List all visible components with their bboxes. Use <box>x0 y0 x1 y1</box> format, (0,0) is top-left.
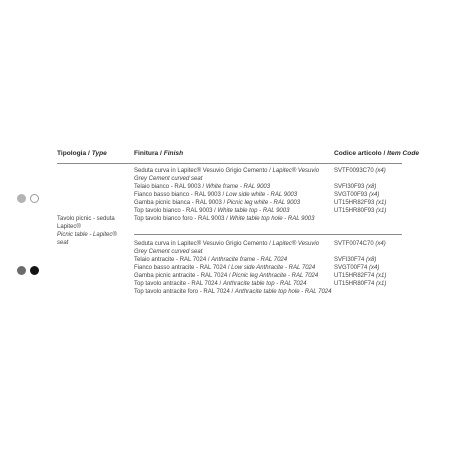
finish-group-2 <box>134 240 330 296</box>
code-group-1 <box>334 167 414 223</box>
code-row: UT15HR80F93 (x1) <box>334 208 387 214</box>
header-type: Tipologia / Type <box>57 150 107 157</box>
code-row: SVFI30F74 (x8) <box>334 257 377 263</box>
code-row <box>334 215 414 223</box>
finish-row: Gamba picnic bianca - RAL 9003 / Picnic leg white - RAL 9003 <box>134 200 301 206</box>
code-row: SVTF0074C70 (x4) <box>334 241 386 247</box>
code-row: SVFI30F93 (x8) <box>334 184 377 190</box>
finish-row: Fianco basso antracite - RAL 7024 / Low side Anthracite - RAL 7024 <box>134 265 316 271</box>
code-row: UT15HR80F74 (x1) <box>334 281 387 287</box>
finish-row: Top tavolo antracite foro - RAL 7024 / Anthracite table top hole - RAL 7024 <box>134 289 332 295</box>
swatch-white-dot <box>30 194 39 203</box>
code-group-2 <box>334 240 414 296</box>
code-row: SVTF0093C70 (x4) <box>334 168 386 174</box>
finish-row: Grey Cement curved seat <box>134 249 203 255</box>
code-row: UT15HR82F74 (x1) <box>334 273 387 279</box>
finish-row: Top tavolo antracite - RAL 7024 / Anthracite table top - RAL 7024 <box>134 281 307 287</box>
header-code-en: Item Code <box>387 150 420 157</box>
header-type-it: Tipologia <box>57 150 87 157</box>
header-finish-en: Finish <box>163 150 184 157</box>
code-row: UT15HR82F93 (x1) <box>334 200 387 206</box>
finish-row: Seduta curva in Lapitec® Vesuvio Grigio Cemento / Lapitec® Vesuvio <box>134 241 320 247</box>
code-row: SVGT00F93 (x4) <box>334 192 380 198</box>
finish-row: Top tavolo bianco - RAL 9003 / White table top - RAL 9003 <box>134 208 290 214</box>
header-finish: Finitura / Finish <box>134 150 184 157</box>
swatch-grey-dot <box>17 194 26 203</box>
code-row <box>334 288 414 296</box>
header-divider <box>57 163 402 164</box>
type-cell <box>57 215 132 247</box>
header-type-en: Type <box>91 150 107 157</box>
type-line: Lapitec® <box>57 224 81 230</box>
code-row: SVGT00F74 (x4) <box>334 265 380 271</box>
finish-row: Seduta curva in Lapitec® Vesuvio Grigio Cemento / Lapitec® Vesuvio <box>134 168 320 174</box>
finish-row: Grey Cement curved seat <box>134 176 203 182</box>
header-finish-it: Finitura <box>134 150 159 157</box>
header-code-it: Codice articolo <box>334 150 382 157</box>
finish-row: Gamba picnic antracite - RAL 7024 / Picnic leg Anthracite - RAL 7024 <box>134 273 319 279</box>
type-line: Tavolo picnic - seduta <box>57 216 115 222</box>
swatch-dark-grey-dot <box>17 266 26 275</box>
header-code: Codice articolo / Item Code <box>334 150 420 157</box>
group-divider <box>134 234 402 235</box>
finish-row: Telaio antracite - RAL 7024 / Anthracite frame - RAL 7024 <box>134 257 288 263</box>
finish-row: Fianco basso bianco - RAL 9003 / Low side white - RAL 9003 <box>134 192 298 198</box>
code-row <box>334 248 414 256</box>
type-line-en: Picnic table - Lapitec® <box>57 232 117 238</box>
finish-row: Telaio bianco - RAL 9003 / White frame - RAL 9003 <box>134 184 271 190</box>
finish-row: Top tavolo bianco foro - RAL 9003 / White table top hole - RAL 9003 <box>134 216 315 222</box>
type-line-en: seat <box>57 240 69 246</box>
swatch-black-dot <box>30 266 39 275</box>
finish-group-1 <box>134 167 330 223</box>
code-row <box>334 175 414 183</box>
